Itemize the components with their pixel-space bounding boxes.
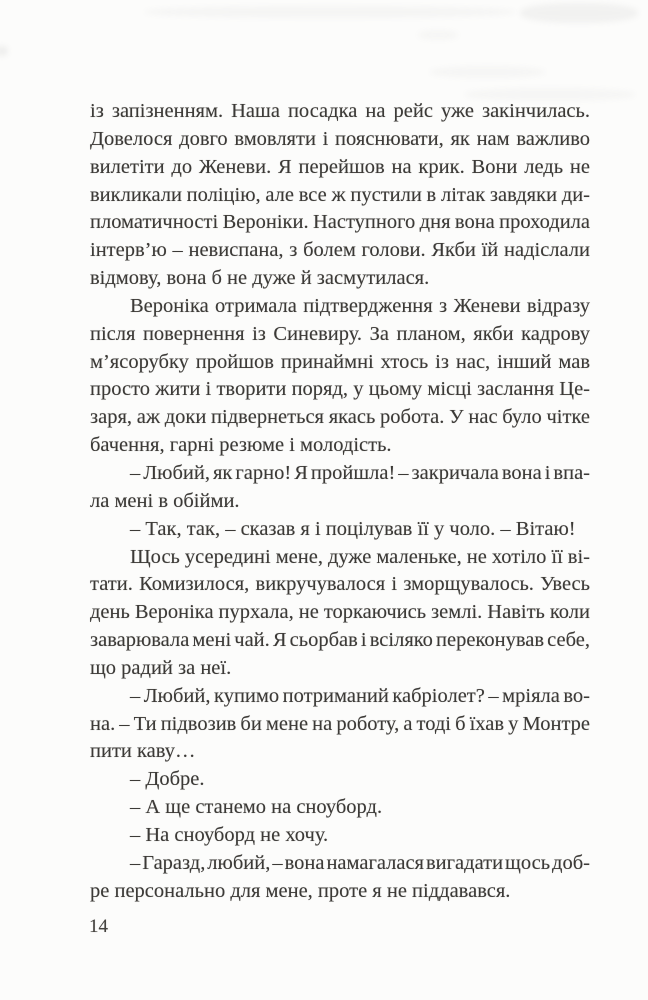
text-line: ре персонально для мене, проте я не піддавався. xyxy=(90,879,511,902)
page-number: 14 xyxy=(89,916,108,937)
text-line: день Вероніка пурхала, не торкаючись землі. Навіть коли xyxy=(90,601,590,624)
text-line: Довелося довго вмовляти і пояснювати, як нам важливо xyxy=(90,127,590,150)
text-line: м’ясорубку пройшов принаймні хтось із нас, інший мав xyxy=(90,350,590,373)
text-line: – Любий, купимо потриманий кабріолет? – мріяла во- xyxy=(130,684,590,707)
text-line: заря, аж доки підвернеться якась робота. У нас було чітке xyxy=(90,406,590,429)
text-line: – На сноуборд не хочу. xyxy=(130,823,329,846)
text-line: – Добре. xyxy=(130,768,205,791)
text-line: – Гаразд, любий, – вона намагалася вигадати щось доб- xyxy=(130,851,590,874)
text-block xyxy=(90,98,590,905)
text-line: на. – Ти підвозив би мене на роботу, а тоді б їхав у Монтре xyxy=(90,712,590,735)
text-line: бачення, гарні резюме і молодість. xyxy=(90,434,392,457)
text-line: відмову, вона б не дуже й засмутилася. xyxy=(90,267,430,290)
scan-bleed-artifact xyxy=(418,30,458,40)
text-line: заварювала мені чай. Я сьорбав і всіляко переконував себе, xyxy=(90,629,590,652)
text-line: після повернення із Синевиру. За планом, якби кадрову xyxy=(90,322,590,345)
scan-bleed-artifact xyxy=(520,3,638,23)
text-line: Щось усередині мене, дуже маленьке, не хотіло її ві- xyxy=(130,545,590,568)
text-line: із запізненням. Наша посадка на рейс уже закінчилась. xyxy=(90,100,590,122)
text-line: – Любий, як гарно! Я пройшла! – закричала вона і впа- xyxy=(130,461,590,484)
text-line: пити каву… xyxy=(90,740,196,763)
text-line: – А ще станемо на сноуборд. xyxy=(130,796,383,819)
text-line: – Так, так, – сказав я і поцілував її у чоло. – Вітаю! xyxy=(130,517,576,540)
text-line: що радий за неї. xyxy=(90,656,232,679)
text-line: ла мені в обійми. xyxy=(90,489,240,512)
text-line: інтерв’ю – невиспана, з болем голови. Якби їй надіслали xyxy=(90,239,590,262)
scan-bleed-artifact xyxy=(0,46,8,56)
text-line: пломатичності Вероніки. Наступного дня вона проходила xyxy=(90,211,590,234)
text-line: тати. Комизилося, викручувалося і зморщувалось. Увесь xyxy=(90,573,590,596)
scan-bleed-artifact xyxy=(430,66,545,78)
text-line: просто жити і творити поряд, у цьому місці заслання Це- xyxy=(90,378,590,401)
text-line: вилетіти до Женеви. Я перейшов на крик. Вони ледь не xyxy=(90,155,590,178)
scan-bleed-artifact xyxy=(145,6,515,18)
text-line: викликали поліцію, але все ж пустили в літак завдяки ди- xyxy=(90,183,591,206)
text-line: Вероніка отримала підтвердження з Женеви відразу xyxy=(130,294,590,317)
